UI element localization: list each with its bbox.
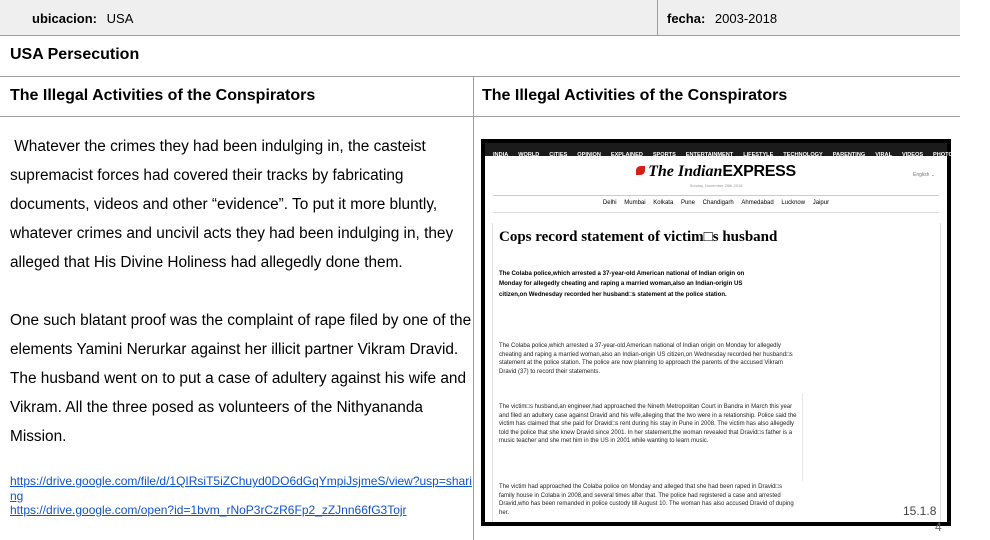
- language-selector: English ⌄: [913, 172, 935, 178]
- nav-item: WORLD: [518, 152, 540, 158]
- slide-number: 15.1.8: [903, 504, 937, 518]
- nav-item: VIDEOS: [901, 152, 924, 158]
- nav-item: AUDIO: [966, 152, 985, 158]
- right-column-heading: The Illegal Activities of the Conspirators: [482, 87, 788, 104]
- drive-link-1[interactable]: https://drive.google.com/file/d/1QIRsiT5iZChuyd0DO6dGqYmpiJsjmeS/view?usp=sharing: [10, 474, 472, 503]
- clipping-standfirst: The Colaba police,which arrested a 37-year-old American national of Indian origin on Monday for allegedly cheating and raping a married woman,also an Indian-origin US citizen,on Wednesday recorded her husband□s statement at the police station.: [499, 270, 745, 298]
- newspaper-clipping: [485, 143, 985, 522]
- body-paragraph-1: Whatever the crimes they had been indulging in, the casteist supremacist forces had covered their tracks by fabricating documents, videos and other “evidence”. To put it more bluntly, whatever crimes and uncivil acts they had been indulging in, they alleged that His Divine Holiness had allegedly done them.: [10, 138, 454, 271]
- nav-item: CITIES: [549, 152, 568, 158]
- city-item: Mumbai: [624, 200, 646, 206]
- date-value: 2003-2018: [714, 11, 778, 26]
- clipping-paragraph-1: The Colaba police,which arrested a 37-year-old American national of Indian origin on Monday for allegedly cheating and raping a married woman,also an Indian-origin US citizen,on Wednesday recorded her husband□s statement at the police station. The police are now planning to approach the parents of the accused Vikram Dravid (37) to record their statements.: [499, 343, 793, 375]
- page-title: USA Persecution: [0, 36, 960, 77]
- header-row: [0, 0, 960, 36]
- clipping-paragraph-2: The victim□s husband,an engineer,had approached the Nineth Metropolitan Court in Bandra in March this year and filed an adultery case against Dravid and his wife,alleging that the two were in a relationship. Police said the victim has claimed that she paid for Dravid□s rent during his stay in Pune in 2008. The victim has also allegedly told the police that she knew Dravid since 2001. In her statement,the woman revealed that Dravid□s father is a music teacher and she met him in the US in 2001 while wanting to learn music.: [499, 404, 797, 445]
- location-value: USA: [106, 11, 134, 26]
- column-headings-row: [0, 77, 960, 117]
- newspaper-logo: The IndianEXPRESS: [485, 163, 947, 181]
- location-label: ubicacion:: [32, 11, 98, 26]
- nav-item: INDIA: [493, 152, 509, 158]
- city-item: Jaipur: [812, 200, 830, 206]
- nav-item: PARENTING: [832, 152, 866, 158]
- body-paragraph-2: One such blatant proof was the complaint of rape filed by one of the elements Yamini Nerurkar against her illicit partner Vikram Dravid. The husband went on to put a case of adultery against his wife and Vikram. All the three posed as volunteers of the Nithyananda Mission.: [10, 312, 472, 445]
- city-item: Chandigarh: [702, 200, 734, 206]
- source-links: [10, 474, 472, 518]
- flame-icon: [636, 166, 645, 175]
- nav-item: LIFESTYLE: [743, 152, 774, 158]
- nav-item: PHOTOS: [933, 152, 957, 158]
- location-cell: [0, 0, 658, 36]
- clipping-nav-bar: [485, 143, 985, 158]
- date-label: fecha:: [667, 11, 706, 26]
- nav-item: TECHNOLOGY: [783, 152, 823, 158]
- clipping-headline: Cops record statement of victim□s husband: [499, 229, 778, 245]
- column-divider: [473, 117, 474, 540]
- nav-item: VIRAL: [875, 152, 892, 158]
- city-item: Lucknow: [781, 200, 806, 206]
- city-item: Pune: [680, 200, 695, 206]
- page-number: 4: [935, 520, 942, 534]
- nav-item: EXPLAINED: [610, 152, 643, 158]
- body-text: [10, 132, 472, 451]
- nav-item: SPORTS: [652, 152, 676, 158]
- city-item: Delhi: [602, 200, 617, 206]
- nav-item: ENTERTAINMENT: [685, 152, 734, 158]
- city-item: Kolkata: [653, 200, 674, 206]
- date-cell: [658, 0, 960, 36]
- drive-link-2[interactable]: https://drive.google.com/open?id=1bvm_rNoP3rCzR6Fp2_zZJnn66fG3Tojr: [10, 503, 407, 517]
- clipping-city-nav: [485, 200, 947, 206]
- nav-item: OPINION: [577, 152, 601, 158]
- clipping-paragraph-3: The victim had approached the Colaba police on Monday and alleged that she had been raped in Dravid□s family house in Colaba in 2008,and several times after that. The police had registered a case and arrested Dravid,who has been remanded in police custody till August 10. The woman has also accused Dravid of duping her.: [499, 484, 794, 516]
- left-column-heading: The Illegal Activities of the Conspirators: [0, 77, 474, 117]
- clipping-dateline: Sunday, November 25th 2018: [689, 183, 743, 188]
- city-item: Ahmedabad: [741, 200, 774, 206]
